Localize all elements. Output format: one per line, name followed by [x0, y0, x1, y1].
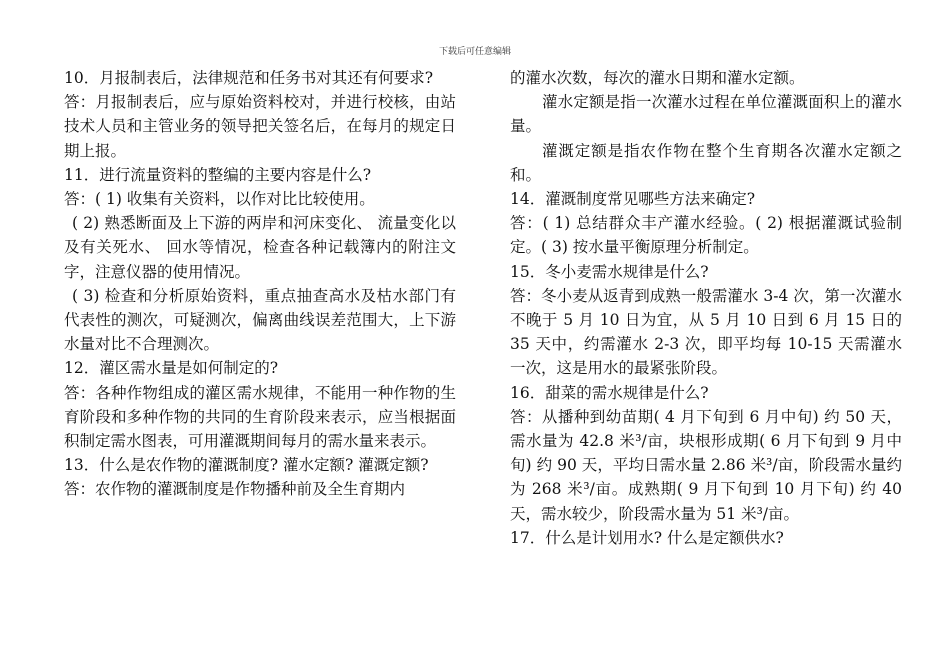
answer-14: 答：( 1) 总结群众丰产灌水经验。( 2) 根据灌溉试验制定。( 3) 按水量平衡原理分析制定。	[510, 214, 902, 257]
question-10: 10．月报制表后，法律规范和任务书对其还有何要求?	[64, 69, 434, 87]
answer-13-total-quota: 灌溉定额是指农作物在整个生育期各次灌水定额之和。	[510, 141, 902, 184]
page-header: 下载后可任意编辑	[438, 47, 511, 57]
answer-10: 答：月报制表后，应与原始资料校对，并进行校核，由站技术人员和主管业务的领导把关签名后，在每月的规定日期上报。	[64, 93, 456, 160]
answer-12: 答：各种作物组成的灌区需水规律，不能用一种作物的生育阶段和多种作物的共同的生育阶段来表示，应当根据面积制定需水图表，可用灌溉期间每月的需水量来表示。	[64, 383, 456, 451]
answer-11-item-2: ( 2) 熟悉断面及上下游的两岸和河床变化、 流量变化以及有关死水、 回水等情况，检查各种记载簿内的附注文字，注意仪器的使用情况。	[64, 214, 456, 281]
question-12: 12．灌区需水量是如何制定的?	[64, 359, 279, 378]
answer-13-irrigation-quota: 灌水定额是指一次灌水过程在单位灌溉面积上的灌水量。	[510, 93, 902, 136]
answer-11-item-1: 答：( 1) 收集有关资料，以作对比比较使用。	[64, 190, 375, 209]
question-14: 14．灌溉制度常见哪些方法来确定?	[510, 190, 756, 209]
answer-13-part-2: 的灌水次数，每次的灌水日期和灌水定额。	[510, 69, 805, 87]
answer-16: 答：从播种到幼苗期( 4 月下旬到 6 月中旬) 约 50 天，需水量为 42.8 米³/亩，块根形成期( 6 月下旬到 9 月中旬) 约 90 天，平均日需水量 2.86 米³/亩，阶段需水量约为 268 米³/亩。成熟期( 9 月下旬到 10 月下旬) 约 40 天，需水较少，阶段需水量为 51 米³/亩。	[510, 407, 902, 523]
answer-15: 答：冬小麦从返青到成熟一般需灌水 3-4 次，第一次灌水不晚于 5 月 10 日为宜，从 5 月 10 日到 6 月 15 日的 35 天中，约需灌水 2-3 次，即平均每 10-15 天需灌水一次，这是用水的最紧张阶段。	[510, 286, 902, 378]
answer-13-part-1: 答：农作物的灌溉制度是作物播种前及全生育期内	[64, 480, 406, 499]
question-13: 13．什么是农作物的灌溉制度? 灌水定额? 灌溉定额?	[64, 456, 429, 475]
right-column	[510, 66, 902, 550]
left-column	[64, 66, 456, 502]
question-15: 15．冬小麦需水规律是什么?	[510, 262, 709, 281]
question-16: 16．甜菜的需水规律是什么?	[510, 383, 709, 402]
question-17: 17．什么是计划用水? 什么是定额供水?	[510, 528, 784, 547]
answer-11-item-3: ( 3) 检查和分析原始资料，重点抽查高水及枯水部门有代表性的测次，可疑测次，偏离曲线误差范围大，上下游水量对比不合理测次。	[64, 286, 456, 354]
question-11: 11．进行流量资料的整编的主要内容是什么?	[64, 165, 372, 184]
